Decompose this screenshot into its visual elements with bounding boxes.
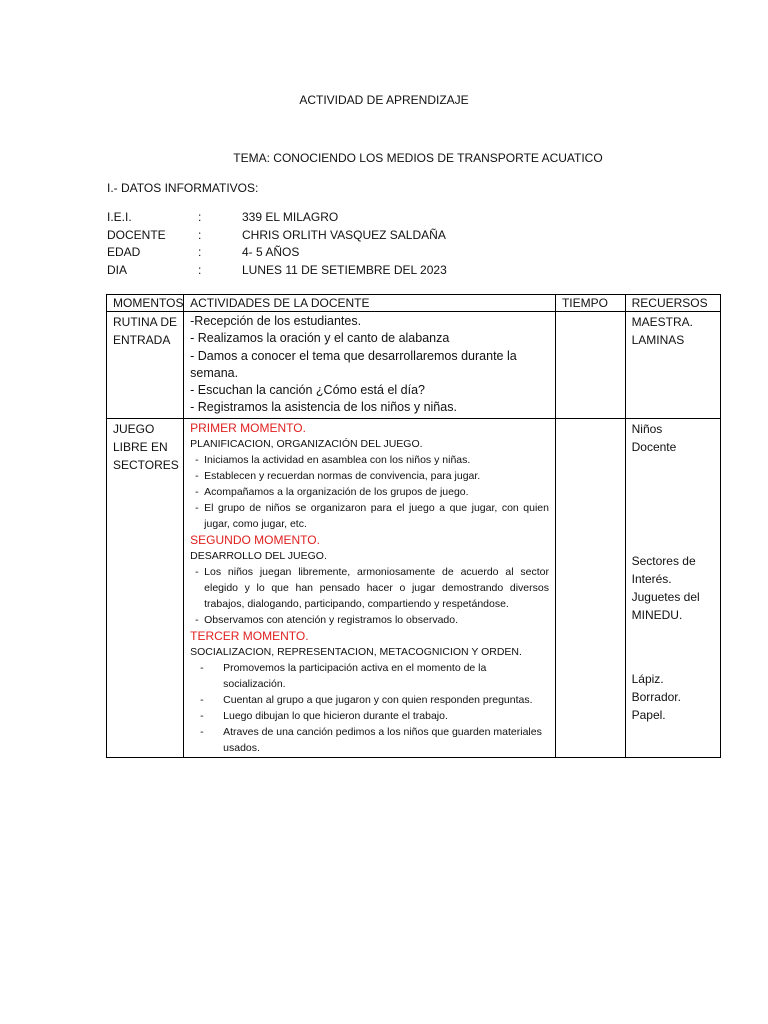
info-key: DOCENTE: [107, 227, 166, 242]
list-item: - Establecen y recuerdan normas de convivencia, para jugar.: [204, 468, 549, 484]
info-key: EDAD: [107, 245, 141, 259]
document-title: ACTIVIDAD DE APRENDIZAJE: [299, 93, 469, 107]
list-item: - Los niños juegan libremente, armoniosamente de acuerdo al sector elegido y lo que han pensado hacer o jugar demostrando diversos trabajos, dialogando, participando, compartiendo y respetándose.: [204, 564, 549, 612]
recurso-item: MAESTRA.: [631, 315, 693, 329]
recurso-item: LAMINAS: [631, 333, 685, 347]
list-item: - Luego dibujan lo que hicieron durante el trabajo.: [223, 708, 549, 724]
list-item: - Acompañamos a la organización de los grupos de juego.: [204, 484, 549, 500]
momento-label: SECTORES: [113, 457, 179, 472]
header-actividades: ACTIVIDADES DE LA DOCENTE: [184, 295, 556, 312]
segundo-momento-list: [190, 564, 549, 628]
segundo-momento-title: SEGUNDO MOMENTO.: [190, 532, 320, 547]
table-row: [107, 312, 721, 419]
list-item: - Registramos la asistencia de los niños y niñas.: [190, 400, 457, 415]
recurso-item: Niños: [631, 421, 663, 436]
header-tiempo: TIEMPO: [555, 295, 625, 312]
momento-label: LIBRE EN: [113, 439, 168, 454]
info-separator: :: [198, 227, 202, 242]
momento-label: ENTRADA: [113, 333, 171, 347]
header-recursos: RECUERSOS: [625, 295, 720, 312]
recurso-item: Docente: [631, 439, 677, 454]
tiempo-cell: [555, 312, 625, 419]
table-header-row: [107, 295, 721, 312]
recurso-item: Juguetes del: [631, 589, 700, 604]
activities-cell: [184, 312, 556, 419]
list-item: -Recepción de los estudiantes.: [190, 314, 362, 328]
recursos-cell: [625, 418, 720, 757]
momento-cell: [107, 418, 184, 757]
info-separator: :: [198, 210, 202, 224]
recurso-item: Interés.: [631, 571, 672, 586]
list-item: - Observamos con atención y registramos lo observado.: [204, 612, 549, 628]
recurso-item: Borrador.: [631, 689, 681, 704]
list-item: - Cuentan al grupo a que jugaron y con quien responden preguntas.: [223, 692, 549, 708]
momento-cell: [107, 312, 184, 419]
primer-momento-list: [190, 452, 549, 532]
table-row: [107, 418, 721, 757]
recurso-item: Papel.: [631, 707, 666, 722]
recurso-item: MINEDU.: [631, 607, 683, 622]
recurso-item: Lápiz.: [631, 671, 664, 686]
tercer-momento-subtitle: SOCIALIZACION, REPRESENTACION, METACOGNICION Y ORDEN.: [190, 645, 522, 658]
info-separator: :: [198, 262, 202, 277]
recurso-item: Sectores de: [631, 553, 696, 568]
info-value: 339 EL MILAGRO: [242, 210, 339, 224]
info-value: CHRIS ORLITH VASQUEZ SALDAÑA: [242, 227, 446, 242]
header-momentos: MOMENTOS: [107, 295, 184, 312]
activity-table: [106, 294, 721, 758]
momento-label: JUEGO: [113, 421, 155, 436]
info-key: DIA: [107, 262, 128, 277]
activity-list: [190, 313, 549, 417]
momento-label: RUTINA DE: [113, 315, 178, 329]
list-item: - El grupo de niños se organizaron para el juego a que jugar, con quien jugar, como jugar, etc.: [204, 500, 549, 532]
info-value: LUNES 11 DE SETIEMBRE DEL 2023: [242, 262, 447, 277]
list-item: - Realizamos la oración y el canto de alabanza: [190, 331, 450, 346]
list-item: - Damos a conocer el tema que desarrollaremos durante la semana.: [190, 348, 517, 380]
recursos-cell: [625, 312, 720, 419]
segundo-momento-subtitle: DESARROLLO DEL JUEGO.: [190, 549, 327, 562]
section-heading: I.- DATOS INFORMATIVOS:: [107, 181, 259, 195]
tiempo-cell: [555, 418, 625, 757]
tercer-momento-list: [190, 660, 549, 756]
info-separator: :: [198, 245, 202, 259]
list-item: - Iniciamos la actividad en asamblea con los niños y niñas.: [204, 452, 549, 468]
info-value: 4- 5 AÑOS: [242, 245, 300, 259]
info-key: I.E.I.: [107, 210, 132, 224]
primer-momento-subtitle: PLANIFICACION, ORGANIZACIÓN DEL JUEGO.: [190, 437, 423, 450]
list-item: - Escuchan la canción ¿Cómo está el día?: [190, 383, 425, 398]
document-theme: TEMA: CONOCIENDO LOS MEDIOS DE TRANSPORTE ACUATICO: [233, 151, 603, 165]
primer-momento-title: PRIMER MOMENTO.: [190, 420, 306, 435]
activities-cell: [184, 418, 556, 757]
tercer-momento-title: TERCER MOMENTO.: [190, 628, 309, 643]
list-item: - Promovemos la participación activa en el momento de la socialización.: [223, 660, 549, 692]
list-item: - Atraves de una canción pedimos a los niños que guarden materiales usados.: [223, 724, 549, 756]
